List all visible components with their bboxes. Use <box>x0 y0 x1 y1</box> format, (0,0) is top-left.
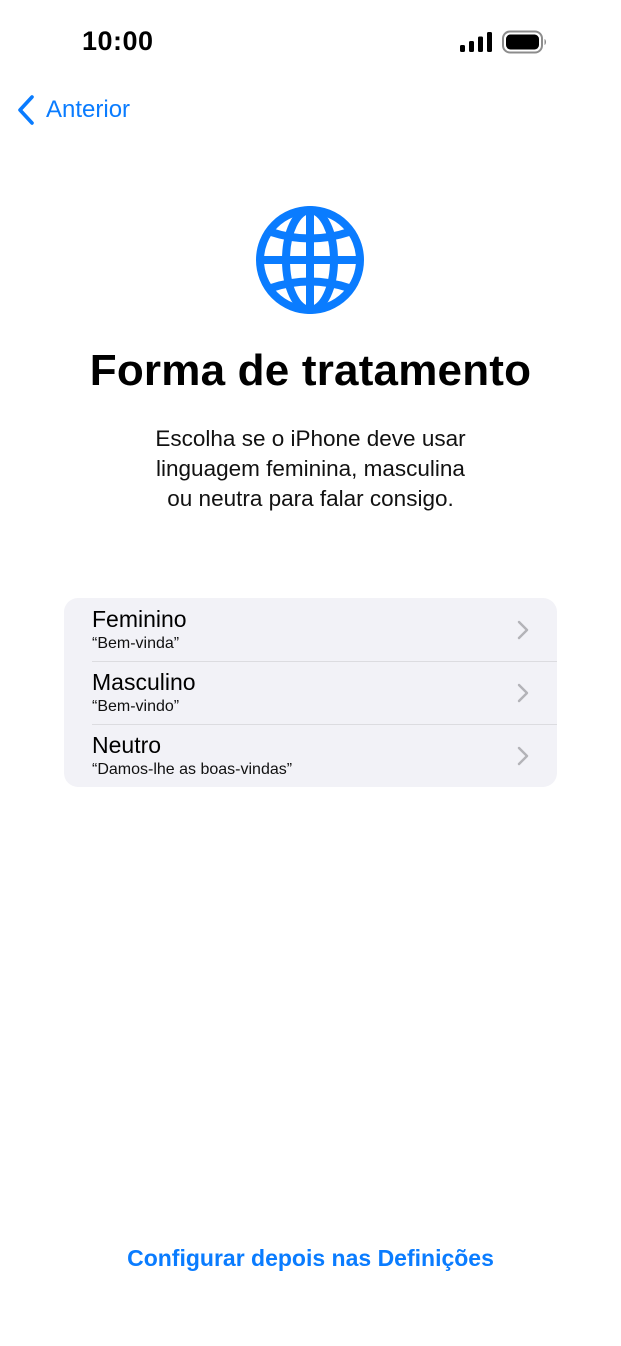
chevron-right-icon <box>517 746 529 766</box>
cellular-signal-icon <box>460 32 492 52</box>
option-subtitle: “Bem-vinda” <box>92 635 180 652</box>
chevron-right-icon <box>517 683 529 703</box>
back-button-label: Anterior <box>46 96 131 123</box>
option-title: Neutro <box>92 732 162 758</box>
option-subtitle: “Damos-lhe as boas-vindas” <box>92 761 293 778</box>
status-time: 10:00 <box>82 26 154 56</box>
set-up-later-button[interactable]: Configurar depois nas Definições <box>127 1245 494 1271</box>
option-feminine[interactable] <box>64 598 557 661</box>
subtitle-line: Escolha se o iPhone deve usar <box>155 426 466 451</box>
option-neutral[interactable] <box>64 724 557 787</box>
back-button[interactable] <box>16 92 130 128</box>
chevron-left-icon <box>16 94 38 126</box>
page-subtitle <box>110 424 511 514</box>
chevron-right-icon <box>517 620 529 640</box>
option-masculine[interactable] <box>64 661 557 724</box>
status-bar <box>0 0 621 84</box>
form-of-address-options <box>64 598 557 787</box>
option-subtitle: “Bem-vindo” <box>92 698 180 715</box>
battery-icon <box>502 30 548 54</box>
subtitle-line: ou neutra para falar consigo. <box>167 486 454 511</box>
globe-icon <box>255 205 365 315</box>
option-title: Masculino <box>92 669 196 695</box>
subtitle-line: linguagem feminina, masculina <box>156 456 465 481</box>
option-title: Feminino <box>92 606 187 632</box>
page-title: Forma de tratamento <box>89 346 532 395</box>
